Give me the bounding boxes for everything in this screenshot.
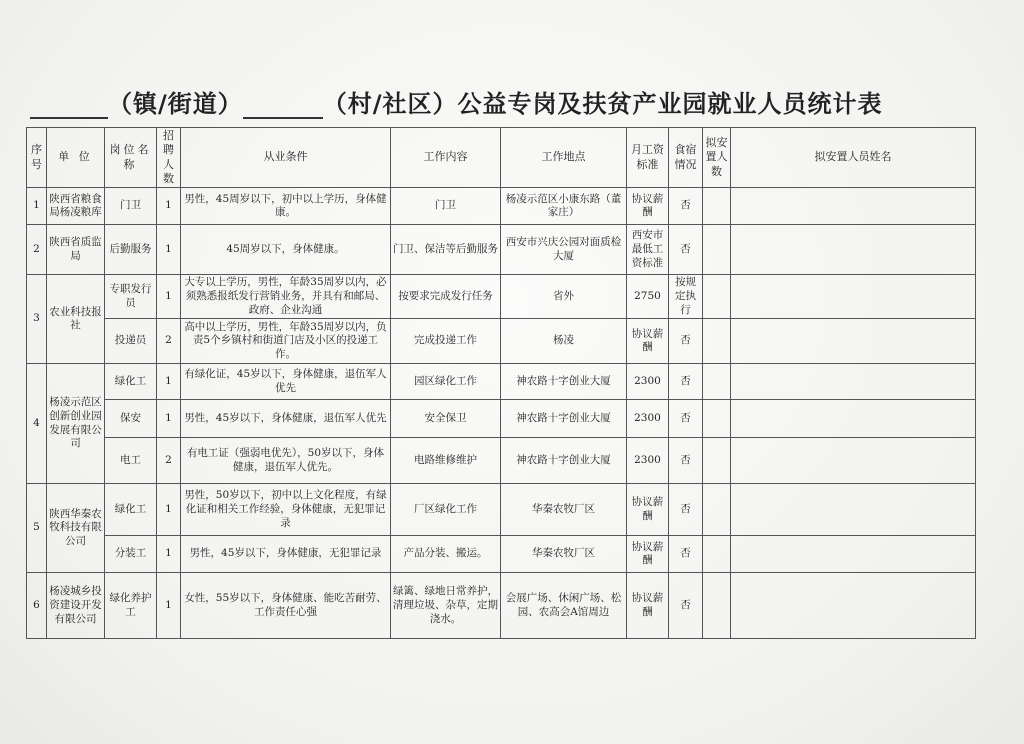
table-row xyxy=(27,275,976,319)
names-cell xyxy=(731,275,976,319)
position-cell: 绿化养护工 xyxy=(105,573,157,639)
content-cell: 绿篱、绿地日常养护，清理垃圾、杂草，定期浇水。 xyxy=(391,573,501,639)
board-cell: 否 xyxy=(669,364,703,400)
header-unit: 单 位 xyxy=(47,128,105,188)
board-cell: 否 xyxy=(669,225,703,275)
location-cell: 神农路十字创业大厦 xyxy=(501,438,627,484)
seq-cell: 5 xyxy=(27,484,47,573)
header-content: 工作内容 xyxy=(391,128,501,188)
conditions-cell: 大专以上学历，男性，年龄35周岁以内，必须熟悉报纸发行营销业务，并具有和邮局、政府、企业沟通 xyxy=(181,275,391,319)
location-cell: 杨凌示范区小康东路（董家庄） xyxy=(501,188,627,225)
names-cell xyxy=(731,484,976,536)
header-seq: 序号 xyxy=(27,128,47,188)
header-position: 岗位名称 xyxy=(105,128,157,188)
planned-cell xyxy=(703,364,731,400)
location-cell: 省外 xyxy=(501,275,627,319)
conditions-cell: 男性，45岁以下，身体健康，退伍军人优先 xyxy=(181,400,391,438)
title-part-village: （村/社区）公益专岗及扶贫产业园就业人员统计表 xyxy=(322,90,883,118)
names-cell xyxy=(731,364,976,400)
unit-cell: 杨凌示范区创新创业园发展有限公司 xyxy=(47,364,105,484)
table-row xyxy=(27,573,976,639)
conditions-cell: 男性，45岁以下，身体健康，无犯罪记录 xyxy=(181,536,391,573)
board-cell: 否 xyxy=(669,536,703,573)
content-cell: 园区绿化工作 xyxy=(391,364,501,400)
header-names: 拟安置人员姓名 xyxy=(731,128,976,188)
board-cell: 否 xyxy=(669,319,703,364)
board-cell: 否 xyxy=(669,484,703,536)
salary-cell: 2300 xyxy=(627,364,669,400)
count-cell: 1 xyxy=(157,484,181,536)
header-location: 工作地点 xyxy=(501,128,627,188)
conditions-cell: 高中以上学历，男性，年龄35周岁以内，负责5个乡镇村和街道门店及小区的投递工作。 xyxy=(181,319,391,364)
location-cell: 华秦农牧厂区 xyxy=(501,484,627,536)
board-cell: 否 xyxy=(669,573,703,639)
table-row xyxy=(27,188,976,225)
salary-cell: 2300 xyxy=(627,400,669,438)
names-cell xyxy=(731,319,976,364)
count-cell: 2 xyxy=(157,319,181,364)
location-cell: 杨凌 xyxy=(501,319,627,364)
board-cell: 否 xyxy=(669,188,703,225)
planned-cell xyxy=(703,573,731,639)
position-cell: 绿化工 xyxy=(105,484,157,536)
salary-cell: 协议薪酬 xyxy=(627,319,669,364)
seq-cell: 6 xyxy=(27,573,47,639)
position-cell: 绿化工 xyxy=(105,364,157,400)
position-cell: 投递员 xyxy=(105,319,157,364)
names-cell xyxy=(731,536,976,573)
seq-cell: 3 xyxy=(27,275,47,364)
salary-cell: 2300 xyxy=(627,438,669,484)
location-cell: 会展广场、休闲广场、松园、农高会A馆周边 xyxy=(501,573,627,639)
header-recruit: 招聘人数 xyxy=(157,128,181,188)
employment-table xyxy=(26,127,976,639)
content-cell: 门卫 xyxy=(391,188,501,225)
salary-cell: 协议薪酬 xyxy=(627,188,669,225)
unit-cell: 陕西省质监局 xyxy=(47,225,105,275)
position-cell: 分装工 xyxy=(105,536,157,573)
board-cell: 否 xyxy=(669,438,703,484)
seq-cell: 2 xyxy=(27,225,47,275)
count-cell: 2 xyxy=(157,438,181,484)
header-board: 食宿情况 xyxy=(669,128,703,188)
count-cell: 1 xyxy=(157,225,181,275)
conditions-cell: 45周岁以下，身体健康。 xyxy=(181,225,391,275)
content-cell: 产品分装、搬运。 xyxy=(391,536,501,573)
conditions-cell: 有电工证（强弱电优先），50岁以下，身体健康，退伍军人优先。 xyxy=(181,438,391,484)
count-cell: 1 xyxy=(157,364,181,400)
location-cell: 神农路十字创业大厦 xyxy=(501,400,627,438)
position-cell: 专职发行员 xyxy=(105,275,157,319)
unit-cell: 陕西华秦农牧科技有限公司 xyxy=(47,484,105,573)
names-cell xyxy=(731,225,976,275)
planned-cell xyxy=(703,536,731,573)
salary-cell: 协议薪酬 xyxy=(627,484,669,536)
planned-cell xyxy=(703,319,731,364)
header-salary: 月工资标准 xyxy=(627,128,669,188)
conditions-cell: 男性，50岁以下，初中以上文化程度，有绿化证和相关工作经验，身体健康，无犯罪记录 xyxy=(181,484,391,536)
salary-cell: 协议薪酬 xyxy=(627,536,669,573)
names-cell xyxy=(731,438,976,484)
position-cell: 保安 xyxy=(105,400,157,438)
location-cell: 华秦农牧厂区 xyxy=(501,536,627,573)
village-blank xyxy=(243,93,323,119)
town-blank xyxy=(30,93,108,119)
count-cell: 1 xyxy=(157,275,181,319)
table-row xyxy=(27,225,976,275)
table-row xyxy=(27,536,976,573)
position-cell: 门卫 xyxy=(105,188,157,225)
table-row xyxy=(27,484,976,536)
header-row xyxy=(27,128,976,188)
names-cell xyxy=(731,400,976,438)
salary-cell: 2750 xyxy=(627,275,669,319)
table-row xyxy=(27,400,976,438)
conditions-cell: 有绿化证，45岁以下，身体健康，退伍军人优先 xyxy=(181,364,391,400)
location-cell: 西安市兴庆公园对面质检大厦 xyxy=(501,225,627,275)
content-cell: 门卫、保洁等后勤服务 xyxy=(391,225,501,275)
conditions-cell: 男性，45周岁以下，初中以上学历，身体健康。 xyxy=(181,188,391,225)
content-cell: 按要求完成发行任务 xyxy=(391,275,501,319)
count-cell: 1 xyxy=(157,536,181,573)
names-cell xyxy=(731,573,976,639)
unit-cell: 杨凌城乡投资建设开发有限公司 xyxy=(47,573,105,639)
content-cell: 安全保卫 xyxy=(391,400,501,438)
planned-cell xyxy=(703,275,731,319)
planned-cell xyxy=(703,484,731,536)
conditions-cell: 女性，55岁以下，身体健康、能吃苦耐劳、工作责任心强 xyxy=(181,573,391,639)
planned-cell xyxy=(703,188,731,225)
unit-cell: 陕西省粮食局杨凌粮库 xyxy=(47,188,105,225)
header-planned: 拟安置人数 xyxy=(703,128,731,188)
count-cell: 1 xyxy=(157,188,181,225)
board-cell: 否 xyxy=(669,400,703,438)
count-cell: 1 xyxy=(157,400,181,438)
unit-cell: 农业科技报社 xyxy=(47,275,105,364)
salary-cell: 协议薪酬 xyxy=(627,573,669,639)
seq-cell: 1 xyxy=(27,188,47,225)
seq-cell: 4 xyxy=(27,364,47,484)
location-cell: 神农路十字创业大厦 xyxy=(501,364,627,400)
position-cell: 电工 xyxy=(105,438,157,484)
planned-cell xyxy=(703,438,731,484)
table-row xyxy=(27,438,976,484)
content-cell: 完成投递工作 xyxy=(391,319,501,364)
count-cell: 1 xyxy=(157,573,181,639)
content-cell: 厂区绿化工作 xyxy=(391,484,501,536)
position-cell: 后勤服务 xyxy=(105,225,157,275)
table-row xyxy=(27,319,976,364)
board-cell: 按规定执行 xyxy=(669,275,703,319)
page-title xyxy=(30,84,990,118)
salary-cell: 西安市最低工资标准 xyxy=(627,225,669,275)
table-row xyxy=(27,364,976,400)
planned-cell xyxy=(703,225,731,275)
planned-cell xyxy=(703,400,731,438)
content-cell: 电路维修维护 xyxy=(391,438,501,484)
names-cell xyxy=(731,188,976,225)
header-conditions: 从业条件 xyxy=(181,128,391,188)
title-part-town: （镇/街道） xyxy=(108,90,243,118)
